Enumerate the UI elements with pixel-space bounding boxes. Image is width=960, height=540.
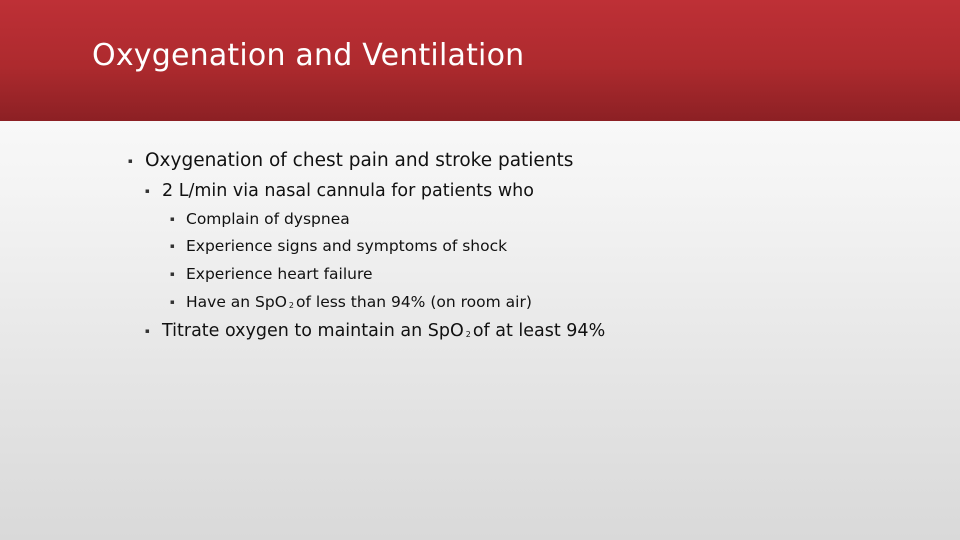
bullet-level3: Experience signs and symptoms of shock bbox=[186, 237, 508, 255]
bullet-marker: ▪ bbox=[145, 187, 150, 195]
bullet-level2: 2 L/min via nasal cannula for patients who bbox=[162, 181, 534, 201]
bullet-marker: ▪ bbox=[170, 298, 175, 306]
bullet-marker: ▪ bbox=[170, 242, 175, 250]
subscript: 2 bbox=[465, 330, 471, 339]
bullet-level3 bbox=[186, 293, 532, 311]
bullet-level2 bbox=[162, 321, 605, 341]
text-post: of at least 94% bbox=[472, 321, 606, 341]
bullet-marker: ▪ bbox=[145, 327, 150, 335]
subscript: 2 bbox=[288, 301, 295, 310]
title-band bbox=[0, 0, 960, 121]
slide-title: Oxygenation and Ventilation bbox=[92, 38, 525, 73]
text-pre: Have an SpO bbox=[186, 293, 287, 311]
bullet-level1: Oxygenation of chest pain and stroke patients bbox=[145, 150, 574, 171]
bullet-marker: ▪ bbox=[170, 215, 175, 223]
bullet-marker: ▪ bbox=[128, 157, 133, 165]
text-post: of less than 94% (on room air) bbox=[296, 293, 532, 311]
bullet-marker: ▪ bbox=[170, 270, 175, 278]
text-pre: Titrate oxygen to maintain an SpO bbox=[162, 321, 464, 341]
bullet-level3: Experience heart failure bbox=[186, 265, 373, 283]
bullet-level3: Complain of dyspnea bbox=[186, 210, 350, 228]
